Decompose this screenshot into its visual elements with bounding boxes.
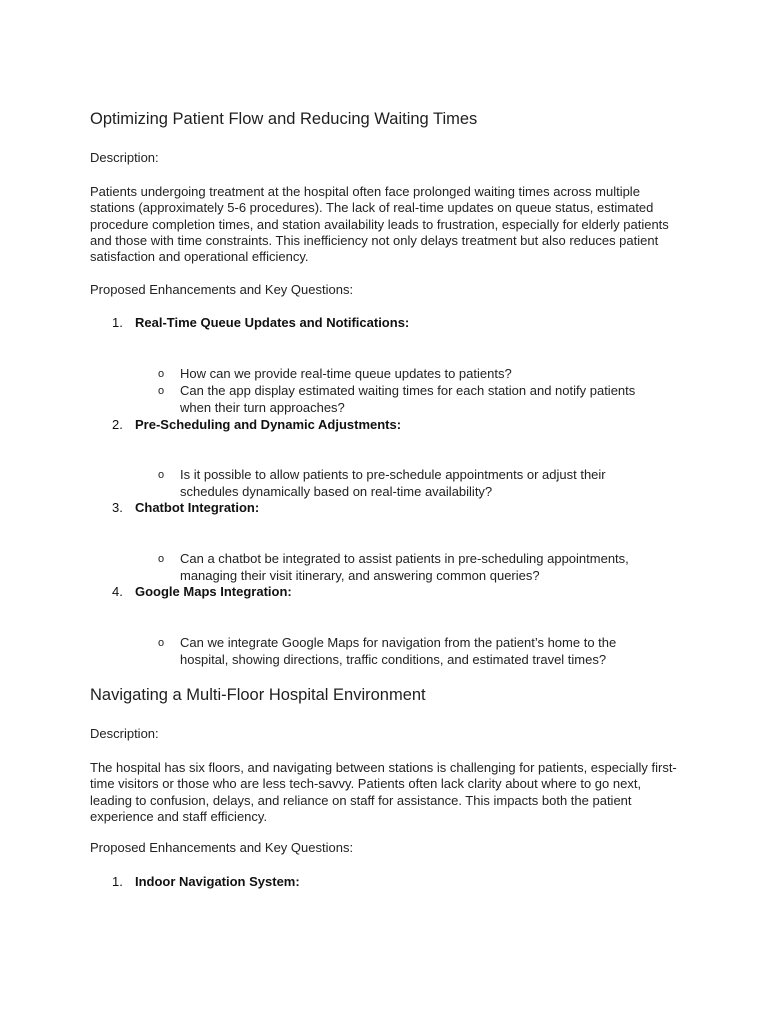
item-number: 3. bbox=[112, 500, 123, 515]
section1-item-3 bbox=[112, 500, 259, 516]
section2-description-label: Description: bbox=[90, 726, 159, 741]
bullet-item bbox=[158, 635, 658, 669]
item-title: Google Maps Integration: bbox=[135, 584, 292, 599]
bullet-item bbox=[158, 467, 658, 501]
section2-enhancements-label: Proposed Enhancements and Key Questions: bbox=[90, 840, 354, 855]
bullet-item bbox=[158, 383, 658, 417]
item-title: Pre-Scheduling and Dynamic Adjustments: bbox=[135, 417, 402, 432]
section1-description-label: Description: bbox=[90, 150, 159, 165]
bullet-item bbox=[158, 366, 658, 383]
bullet-circle-icon: o bbox=[158, 637, 165, 649]
section1-description: Patients undergoing treatment at the hospital often face prolonged waiting times across multiple stations (approximately 5-6 procedures). The lack of real-time updates on queue status, estimated procedure completion times, and station availability leads to frustration, especially for elderly patients and those with time constraints. This inefficiency not only delays treatment but also reduces patient satisfaction and operational efficiency. bbox=[90, 184, 669, 265]
bullet-text: How can we provide real-time queue updates to patients? bbox=[180, 366, 512, 381]
bullet-text: Can we integrate Google Maps for navigation from the patient’s home to the hospital, showing directions, traffic conditions, and estimated travel times? bbox=[180, 635, 617, 667]
bullet-circle-icon: o bbox=[158, 368, 165, 380]
item-title: Real-Time Queue Updates and Notifications: bbox=[135, 315, 410, 330]
section1-item-1 bbox=[112, 315, 409, 331]
item-number: 1. bbox=[112, 315, 123, 330]
section1-enhancements-label: Proposed Enhancements and Key Questions: bbox=[90, 282, 354, 297]
item-number: 4. bbox=[112, 584, 123, 599]
bullet-text: Is it possible to allow patients to pre-schedule appointments or adjust their schedules dynamically based on real-time availability? bbox=[180, 467, 606, 499]
bullet-circle-icon: o bbox=[158, 469, 165, 481]
bullet-item bbox=[158, 551, 658, 585]
item-title: Chatbot Integration: bbox=[135, 500, 260, 515]
section1-item-2 bbox=[112, 417, 401, 433]
bullet-text: Can the app display estimated waiting times for each station and notify patients when their turn approaches? bbox=[180, 383, 636, 415]
item-number: 2. bbox=[112, 417, 123, 432]
section2-item-1 bbox=[112, 874, 300, 890]
section1-title: Optimizing Patient Flow and Reducing Waiting Times bbox=[90, 110, 478, 128]
item-title: Indoor Navigation System: bbox=[135, 874, 300, 889]
section2-title: Navigating a Multi-Floor Hospital Environment bbox=[90, 686, 426, 704]
bullet-text: Can a chatbot be integrated to assist patients in pre-scheduling appointments, managing their visit itinerary, and answering common queries? bbox=[180, 551, 629, 583]
bullet-circle-icon: o bbox=[158, 553, 165, 565]
section1-item-4 bbox=[112, 584, 292, 600]
section2-description: The hospital has six floors, and navigating between stations is challenging for patients, especially first-time visitors or those who are less tech-savvy. Patients often lack clarity about where to go next, leading to confusion, delays, and reliance on staff for assistance. This impacts both the patient experience and staff efficiency. bbox=[90, 760, 677, 824]
item-number: 1. bbox=[112, 874, 123, 889]
bullet-circle-icon: o bbox=[158, 385, 165, 397]
